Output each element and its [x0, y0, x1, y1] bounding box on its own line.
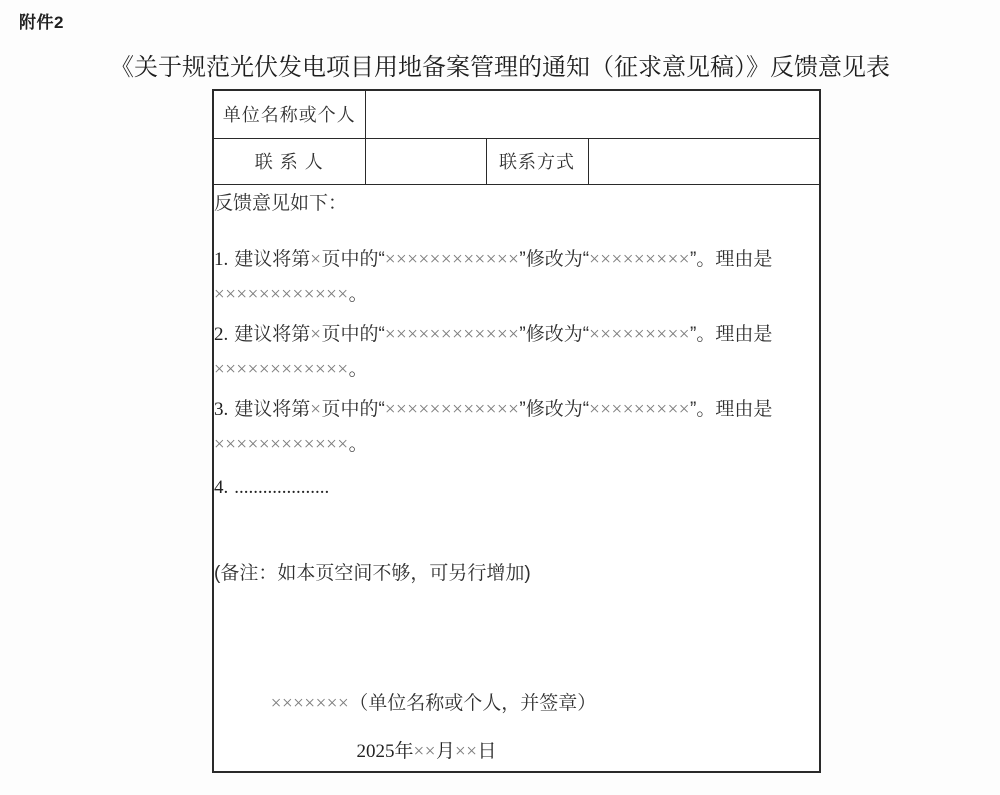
date-line: 2025年××月××日: [356, 740, 497, 762]
attachment-label: 附件2: [19, 13, 64, 32]
feedback-item-3-line-2: ××××××××××××。: [214, 433, 368, 455]
feedback-heading-text: 反馈意见如下：: [214, 192, 348, 214]
feedback-item-2-line-1: 2. 建议将第×页中的“××××××××××××”修改为“×××××××××”。理由是: [214, 323, 773, 345]
date-year: 2025: [356, 740, 395, 762]
contact-row: [213, 138, 820, 184]
contact-method-input-cell[interactable]: [588, 138, 820, 184]
org-name-row: [213, 90, 820, 138]
feedback-heading: [214, 191, 819, 217]
feedback-item-1-line-2: ××××××××××××。: [214, 283, 368, 305]
note-text: (备注：如本页空间不够，可另行增加): [214, 562, 531, 584]
signature-line: [214, 691, 819, 717]
feedback-item-2-line-2: ××××××××××××。: [214, 358, 368, 380]
contact-method-label: 联系方式: [486, 138, 588, 184]
feedback-item-4: 4. ....................: [214, 476, 330, 498]
org-name-input-cell[interactable]: [365, 90, 820, 138]
feedback-row: [213, 184, 820, 772]
signature-label: （单位名称或个人，并签章）: [349, 692, 597, 714]
note-line: [214, 561, 819, 587]
feedback-content-cell[interactable]: [213, 184, 820, 772]
ellipsis-dots: ....................: [234, 476, 330, 498]
date-day-x: ××: [455, 740, 478, 762]
date-month-x: ××: [413, 740, 436, 762]
feedback-item-1-line-1: 1. 建议将第×页中的“××××××××××××”修改为“×××××××××”。理由是: [214, 248, 773, 270]
feedback-item-3-line-1: 3. 建议将第×页中的“××××××××××××”修改为“×××××××××”。理由是: [214, 398, 773, 420]
page-title: 《关于规范光伏发电项目用地备案管理的通知（征求意见稿）》反馈意见表: [110, 55, 890, 81]
feedback-form-table: [212, 89, 821, 773]
signature-x-placeholder: ×××××××: [270, 692, 350, 714]
org-name-label: 单位名称或个人: [213, 90, 365, 138]
contact-person-label: 联 系 人: [213, 138, 365, 184]
contact-person-input-cell[interactable]: [365, 138, 486, 184]
